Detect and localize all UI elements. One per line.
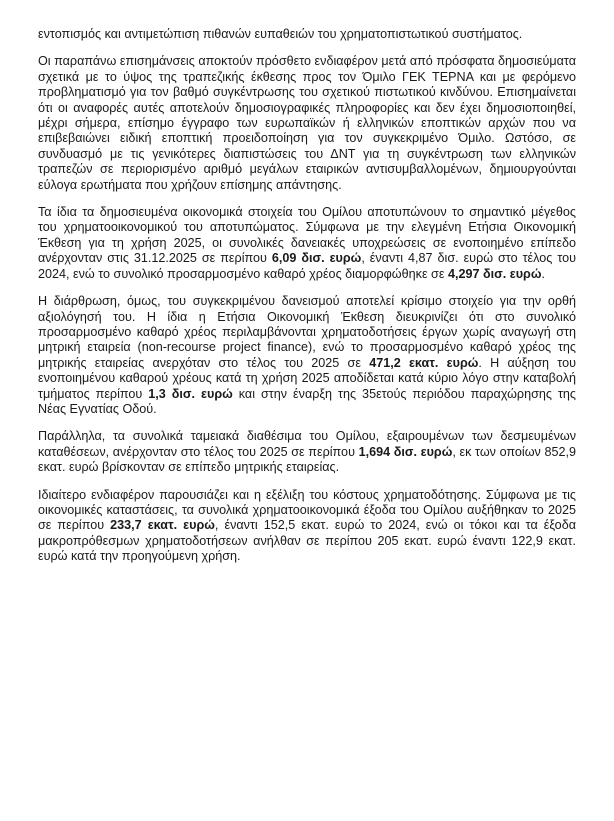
text-run: Ιδιαίτερο ενδιαφέρον παρουσιάζει και η εξέλιξη του κόστους χρηματοδότησης. Σύμφωνα με τις οικονομικές καταστάσεις, τα συνολικά χρηματοοικονομικά έξοδα του Ομίλου αυξήθηκαν το 2025 σε περίπου (38, 487, 576, 533)
text-run: Οι παραπάνω επισημάνσεις αποκτούν πρόσθετο ενδιαφέρον μετά από πρόσφατα δημοσιεύματα σχετικά με το ύψος της τραπεζικής έκθεσης προς τον Όμιλο ΓΕΚ ΤΕΡΝΑ και με φερόμενο προβληματισμό για τον βαθμό συγκέντρωσης του σχετικού πιστωτικού κινδύνου. Επισημαίνεται ότι οι αναφορές αυτές αποτελούν δημοσιογραφικές πληροφορίες και δεν έχει δημοσιοποιηθεί, μέχρι σήμερα, επίσημο έγγραφο των ευρωπαϊκών ή ελληνικών εποπτικών αρχών που να επιβεβαιώνει ειδική εποπτική προειδοποίηση για τον συγκεκριμένο Όμιλο. Ωστόσο, σε συνδυασμό με τις γενικότερες διαπιστώσεις του ΔΝΤ για τη συγκέντρωση των ελληνικών τραπεζών σε περιορισμένο αριθμό μεγάλων εταιρικών αντισυμβαλλομένων, δημιουργούνται εύλογα ερωτήματα που χρήζουν επίσημης απάντησης. (38, 54, 576, 192)
text-run: Η διάρθρωση, όμως, του συγκεκριμένου δανεισμού αποτελεί κρίσιμο στοιχείο για την ορθή αξιολόγησή του. Η ίδια η Ετήσια Οικονομική Έκθεση διευκρινίζει ότι στο συνολικό προσαρμοσμένο καθαρό χρέος περιλαμβάνονται χρηματοδοτήσεις έργων χωρίς αναγωγή στη μητρική εταιρεία (non-recourse project finance), ενώ το προσαρμοσμένο καθαρό χρέος της μητρικής εταιρείας ανερχόταν στο τέλος του 2025 σε (38, 294, 576, 370)
text-run: Παράλληλα, τα συνολικά ταμειακά διαθέσιμα του Ομίλου, εξαιρουμένων των δεσμευμένων καταθέσεων, ανέρχονταν στο τέλος του 2025 σε περίπου (38, 429, 576, 459)
paragraph (38, 205, 576, 282)
paragraph (38, 429, 576, 475)
text-run: Τα ίδια τα δημοσιευμένα οικονομικά στοιχεία του Ομίλου αποτυπώνουν το σημαντικό μέγεθος του χρηματοοικονομικού του αποτυπώματος. Σύμφωνα με την ελεγμένη Ετήσια Οικονομική Έκθεση για τη χρήση 2025, οι συνολικές δανειακές υποχρεώσεις σε ενοποιημένο επίπεδο ανέρχονταν στις 31.12.2025 σε περίπου (38, 205, 576, 266)
text-run: . Η αύξηση του ενοποιημένου καθαρού χρέους κατά τη χρήση 2025 αποδίδεται κατά κύριο λόγο στην καταβολή τμήματος περίπου (38, 355, 576, 401)
paragraph (38, 27, 576, 42)
text-run: και στην έναρξη της 35ετούς περιόδου παραχώρησης της Νέας Εγνατίας Οδού. (38, 386, 576, 416)
paragraph (38, 488, 576, 565)
bold-figure: 1,3 δισ. ευρώ (148, 386, 233, 401)
text-run: , έναντι 152,5 εκατ. ευρώ το 2024, ενώ οι τόκοι και τα έξοδα μακροπρόθεσμων χρηματοδοτήσεων ανήλθαν σε περίπου 205 εκατ. ευρώ έναντι 122,9 εκατ. ευρώ κατά την προηγούμενη χρήση. (38, 518, 576, 564)
bold-figure: 1,694 δισ. ευρώ (358, 444, 453, 459)
text-run: , έναντι 4,87 δισ. ευρώ στο τέλος του 2024, ενώ το συνολικό προσαρμοσμένο καθαρό χρέος διαμορφώθηκε σε (38, 251, 577, 281)
text-run: , εκ των οποίων 852,9 εκατ. ευρώ βρίσκονταν σε επίπεδο μητρικής εταιρείας. (38, 444, 577, 475)
text-run: εντοπισμός και αντιμετώπιση πιθανών ευπαθειών του χρηματοπιστωτικού συστήματος. (38, 27, 523, 41)
bold-figure: 4,297 δισ. ευρώ (447, 266, 542, 281)
bold-figure: 471,2 εκατ. ευρώ (369, 355, 479, 370)
paragraph (38, 294, 576, 417)
paragraph (38, 54, 576, 193)
bold-figure: 6,09 δισ. ευρώ (271, 251, 362, 266)
text-run: . (541, 266, 545, 281)
bold-figure: 233,7 εκατ. ευρώ (110, 518, 215, 533)
